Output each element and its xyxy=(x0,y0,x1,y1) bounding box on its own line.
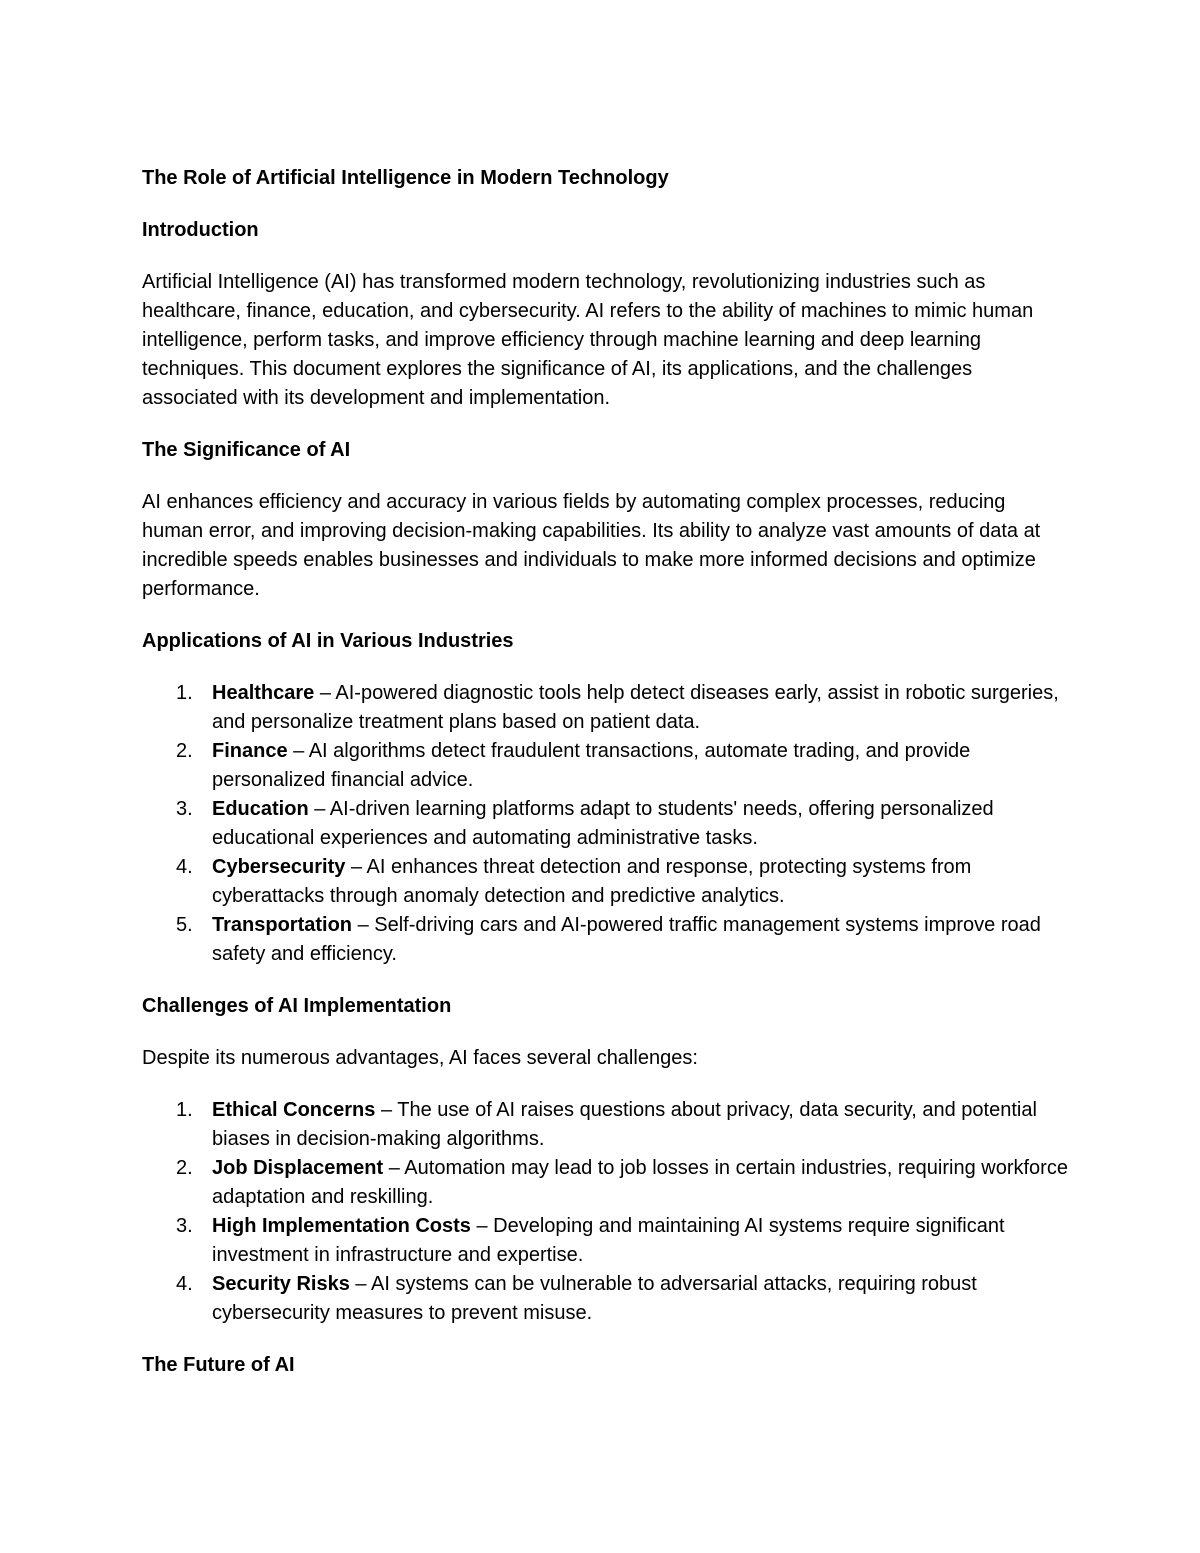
list-number: 3. xyxy=(176,1215,193,1237)
list-term: Security Risks xyxy=(212,1273,350,1295)
significance-paragraph: AI enhances efficiency and accuracy in various fields by automating complex processes, reducing human error, and improving decision-making capabilities. Its ability to analyze vast amounts of data at incredible speeds enables businesses and individuals to make more informed decisions and optimize performance. xyxy=(142,491,1041,600)
challenges-heading: Challenges of AI Implementation xyxy=(142,995,452,1017)
introduction-heading: Introduction xyxy=(142,219,259,241)
list-text: – Automation may lead to job losses in certain industries, requiring workforce adaptation and reskilling. xyxy=(212,1157,1068,1208)
list-item xyxy=(142,911,1072,969)
list-item xyxy=(142,795,1072,853)
list-text: – AI-powered diagnostic tools help detect diseases early, assist in robotic surgeries, and personalize treatment plans based on patient data. xyxy=(212,682,1059,733)
list-number: 4. xyxy=(176,1273,193,1295)
list-term: High Implementation Costs xyxy=(212,1215,471,1237)
introduction-paragraph: Artificial Intelligence (AI) has transformed modern technology, revolutionizing industries such as healthcare, finance, education, and cybersecurity. AI refers to the ability of machines to mimic human intelligence, perform tasks, and improve efficiency through machine learning and deep learning techniques. This document explores the significance of AI, its applications, and the challenges associated with its development and implementation. xyxy=(142,271,1034,409)
challenges-list xyxy=(142,1096,1072,1328)
future-heading: The Future of AI xyxy=(142,1354,295,1376)
list-number: 1. xyxy=(176,1099,193,1121)
list-item xyxy=(142,1154,1072,1212)
list-term: Education xyxy=(212,798,309,820)
list-item xyxy=(142,1212,1072,1270)
list-item xyxy=(142,853,1072,911)
list-term: Job Displacement xyxy=(212,1157,384,1179)
list-text: – Developing and maintaining AI systems require significant investment in infrastructure and expertise. xyxy=(212,1215,1005,1266)
list-text: – AI-driven learning platforms adapt to students' needs, offering personalized educational experiences and automating administrative tasks. xyxy=(212,798,994,849)
list-term: Finance xyxy=(212,740,288,762)
list-number: 1. xyxy=(176,682,193,704)
list-term: Transportation xyxy=(212,914,353,936)
list-item xyxy=(142,1270,1072,1328)
list-text: – The use of AI raises questions about privacy, data security, and potential biases in decision-making algorithms. xyxy=(212,1099,1037,1150)
list-term: Healthcare xyxy=(212,682,315,704)
list-term: Ethical Concerns xyxy=(212,1099,376,1121)
applications-heading: Applications of AI in Various Industries xyxy=(142,630,514,652)
list-number: 2. xyxy=(176,740,193,762)
significance-heading: The Significance of AI xyxy=(142,439,351,461)
list-item xyxy=(142,679,1072,737)
document-body xyxy=(142,164,1072,1403)
list-text: – Self-driving cars and AI-powered traffic management systems improve road safety and efficiency. xyxy=(212,914,1041,965)
list-number: 4. xyxy=(176,856,193,878)
list-text: – AI enhances threat detection and response, protecting systems from cyberattacks through anomaly detection and predictive analytics. xyxy=(212,856,972,907)
list-item xyxy=(142,737,1072,795)
list-item xyxy=(142,1096,1072,1154)
applications-list xyxy=(142,679,1072,969)
document-title: The Role of Artificial Intelligence in Modern Technology xyxy=(142,167,669,189)
list-number: 5. xyxy=(176,914,193,936)
list-text: – AI algorithms detect fraudulent transactions, automate trading, and provide personalized financial advice. xyxy=(212,740,971,791)
list-number: 3. xyxy=(176,798,193,820)
list-number: 2. xyxy=(176,1157,193,1179)
list-term: Cybersecurity xyxy=(212,856,346,878)
list-text: – AI systems can be vulnerable to adversarial attacks, requiring robust cybersecurity measures to prevent misuse. xyxy=(212,1273,977,1324)
challenges-intro: Despite its numerous advantages, AI faces several challenges: xyxy=(142,1047,698,1069)
